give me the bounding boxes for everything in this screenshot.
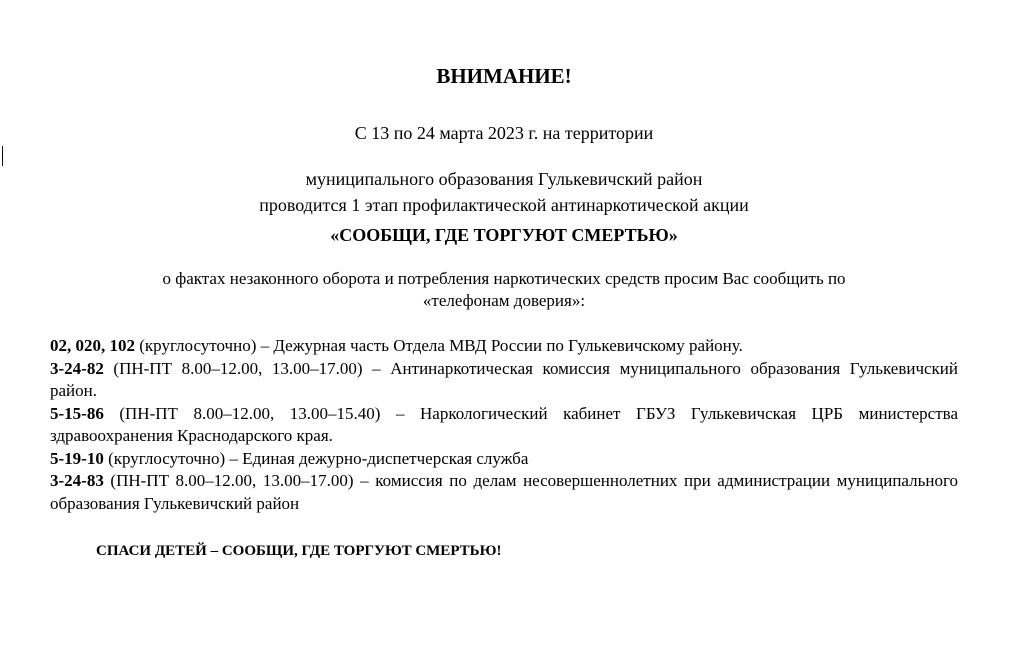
page-title: ВНИМАНИЕ! (436, 64, 572, 88)
request-line: «телефонам доверия»: (422, 291, 586, 310)
hotline-description: (ПН-ПТ 8.00–12.00, 13.00–17.00) – комиссия по делам несовершеннолетних при администрации муниципального образования Гулькевичский район (50, 471, 958, 513)
intro-line: муниципального образования Гулькевичский район (305, 169, 703, 189)
hotline-item (50, 358, 958, 403)
intro-line: проводится 1 этап профилактической антинаркотической акции (259, 195, 749, 215)
request-paragraph (0, 268, 1008, 312)
phone-number: 3-24-82 (50, 358, 104, 378)
hotline-description: (ПН-ПТ 8.00–12.00, 13.00–15.40) – Наркологический кабинет ГБУЗ Гулькевичская ЦРБ министерства здравоохранения Краснодарского края. (50, 403, 958, 445)
phone-number: 02, 020, 102 (50, 336, 135, 355)
hotline-item (50, 470, 958, 515)
phone-number: 5-19-10 (50, 448, 104, 468)
intro-paragraph (0, 120, 1008, 218)
request-line: о фактах незаконного оборота и потребления наркотических средств просим Вас сообщить по (162, 269, 846, 288)
phone-number: 5-15-86 (50, 403, 104, 423)
hotline-item (50, 335, 958, 358)
action-name: «СООБЩИ, ГДЕ ТОРГУЮТ СМЕРТЬЮ» (330, 225, 678, 245)
hotline-description: (круглосуточно) – Единая дежурно-диспетчерская служба (103, 448, 529, 468)
hotline-list (50, 335, 958, 515)
text-cursor (2, 146, 3, 166)
hotline-item (50, 448, 958, 471)
phone-number: 3-24-83 (50, 471, 104, 490)
hotline-description: (ПН-ПТ 8.00–12.00, 13.00–17.00) – Антинаркотическая комиссия муниципального образования Гулькевичский район. (50, 358, 958, 400)
intro-line: С 13 по 24 марта 2023 г. на территории (0, 120, 1008, 166)
closing-slogan: СПАСИ ДЕТЕЙ – СООБЩИ, ГДЕ ТОРГУЮТ СМЕРТЬЮ! (96, 543, 502, 559)
hotline-item (50, 403, 958, 448)
hotline-description: (круглосуточно) – Дежурная часть Отдела МВД России по Гулькевичскому району. (135, 336, 743, 355)
